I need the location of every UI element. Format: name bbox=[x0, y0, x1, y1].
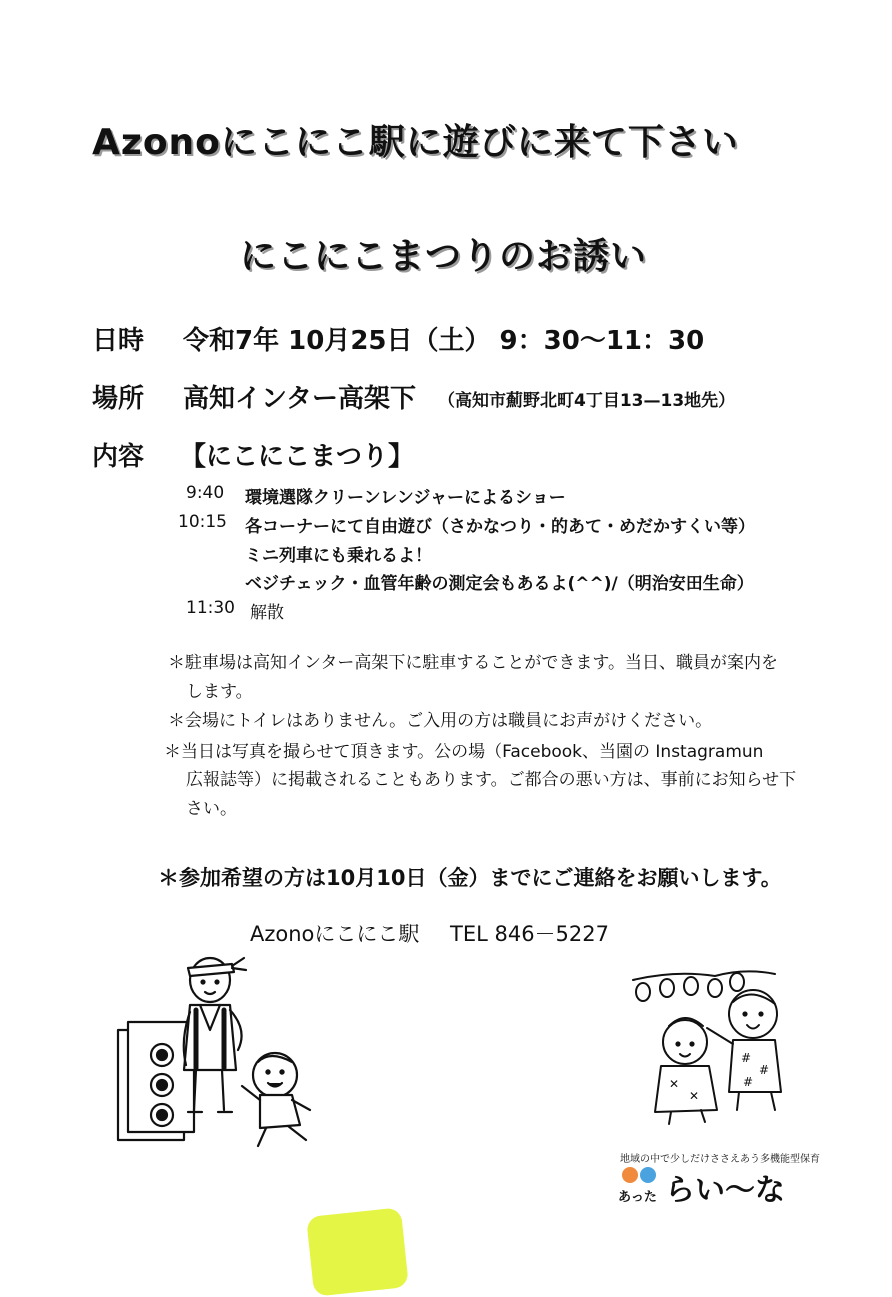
note-parking-cont: します。 bbox=[186, 682, 253, 702]
festival-man-speaker-illustration bbox=[110, 950, 330, 1155]
note-parking: ＊駐車場は高知インター高架下に駐車することができます。当日、職員が案内を bbox=[168, 653, 778, 673]
svg-text:✕: ✕ bbox=[669, 1077, 680, 1091]
page-title: Azonoにこにこ駅に遊びに来て下さい bbox=[92, 122, 739, 163]
svg-text:#: # bbox=[741, 1051, 752, 1065]
schedule-time: 11:30 bbox=[186, 598, 235, 618]
date-value: 令和7年 10月25日（土） 9：30～11：30 bbox=[183, 326, 705, 356]
place-value: 高知インター高架下 bbox=[183, 384, 416, 414]
logo-name: らい～な bbox=[665, 1173, 785, 1208]
schedule-item: 各コーナーにて自由遊び（さかなつり・的あて・めだかすくい等） bbox=[245, 517, 755, 537]
schedule-time: 9:40 bbox=[186, 483, 225, 503]
schedule-item: 環境選隊クリーンレンジャーによるショー bbox=[245, 488, 566, 508]
content-value: 【にこにこまつり】 bbox=[180, 442, 415, 472]
logo-tagline: 地域の中で少しだけささえあう多機能型保育 bbox=[620, 1154, 820, 1165]
schedule-item: ベジチェック・血管年齢の測定会もあるよ(^^)/（明治安田生命） bbox=[245, 574, 754, 594]
svg-text:✕: ✕ bbox=[689, 1089, 700, 1103]
festival-kids-lanterns-illustration bbox=[625, 962, 805, 1132]
place-address: （高知市薊野北町4丁目13—13地先） bbox=[438, 391, 736, 411]
svg-text:#: # bbox=[743, 1075, 754, 1089]
schedule-item: 解散 bbox=[250, 603, 284, 623]
note-toilet: ＊会場にトイレはありません。ご入用の方は職員にお声がけください。 bbox=[168, 711, 713, 731]
logo-prefix: あった bbox=[618, 1190, 657, 1205]
svg-text:#: # bbox=[759, 1063, 770, 1077]
contact-name: Azonoにこにこ駅 bbox=[250, 922, 420, 946]
content-label: 内容 bbox=[92, 442, 145, 472]
contact-tel: TEL 846－5227 bbox=[450, 922, 609, 946]
note-photo-end: さい。 bbox=[186, 799, 237, 819]
highlighter-mark bbox=[306, 1207, 409, 1296]
schedule-time: 10:15 bbox=[178, 512, 227, 532]
registration-notice: ＊参加希望の方は10月10日（金）までにご連絡をお願いします。 bbox=[158, 866, 782, 890]
note-photo-cont: 広報誌等）に掲載されることもあります。ご都合の悪い方は、事前にお知らせ下 bbox=[186, 770, 797, 790]
page-subtitle: にこにこまつりのお誘い bbox=[240, 236, 648, 277]
note-photo: ＊当日は写真を撮らせて頂きます。公の場（Facebook、当園の Instagramun bbox=[164, 742, 764, 762]
date-label: 日時 bbox=[92, 326, 145, 356]
schedule-item: ミニ列車にも乗れるよ！ bbox=[245, 546, 432, 566]
logo-mascot-icon bbox=[620, 1165, 660, 1185]
place-label: 場所 bbox=[92, 384, 145, 414]
